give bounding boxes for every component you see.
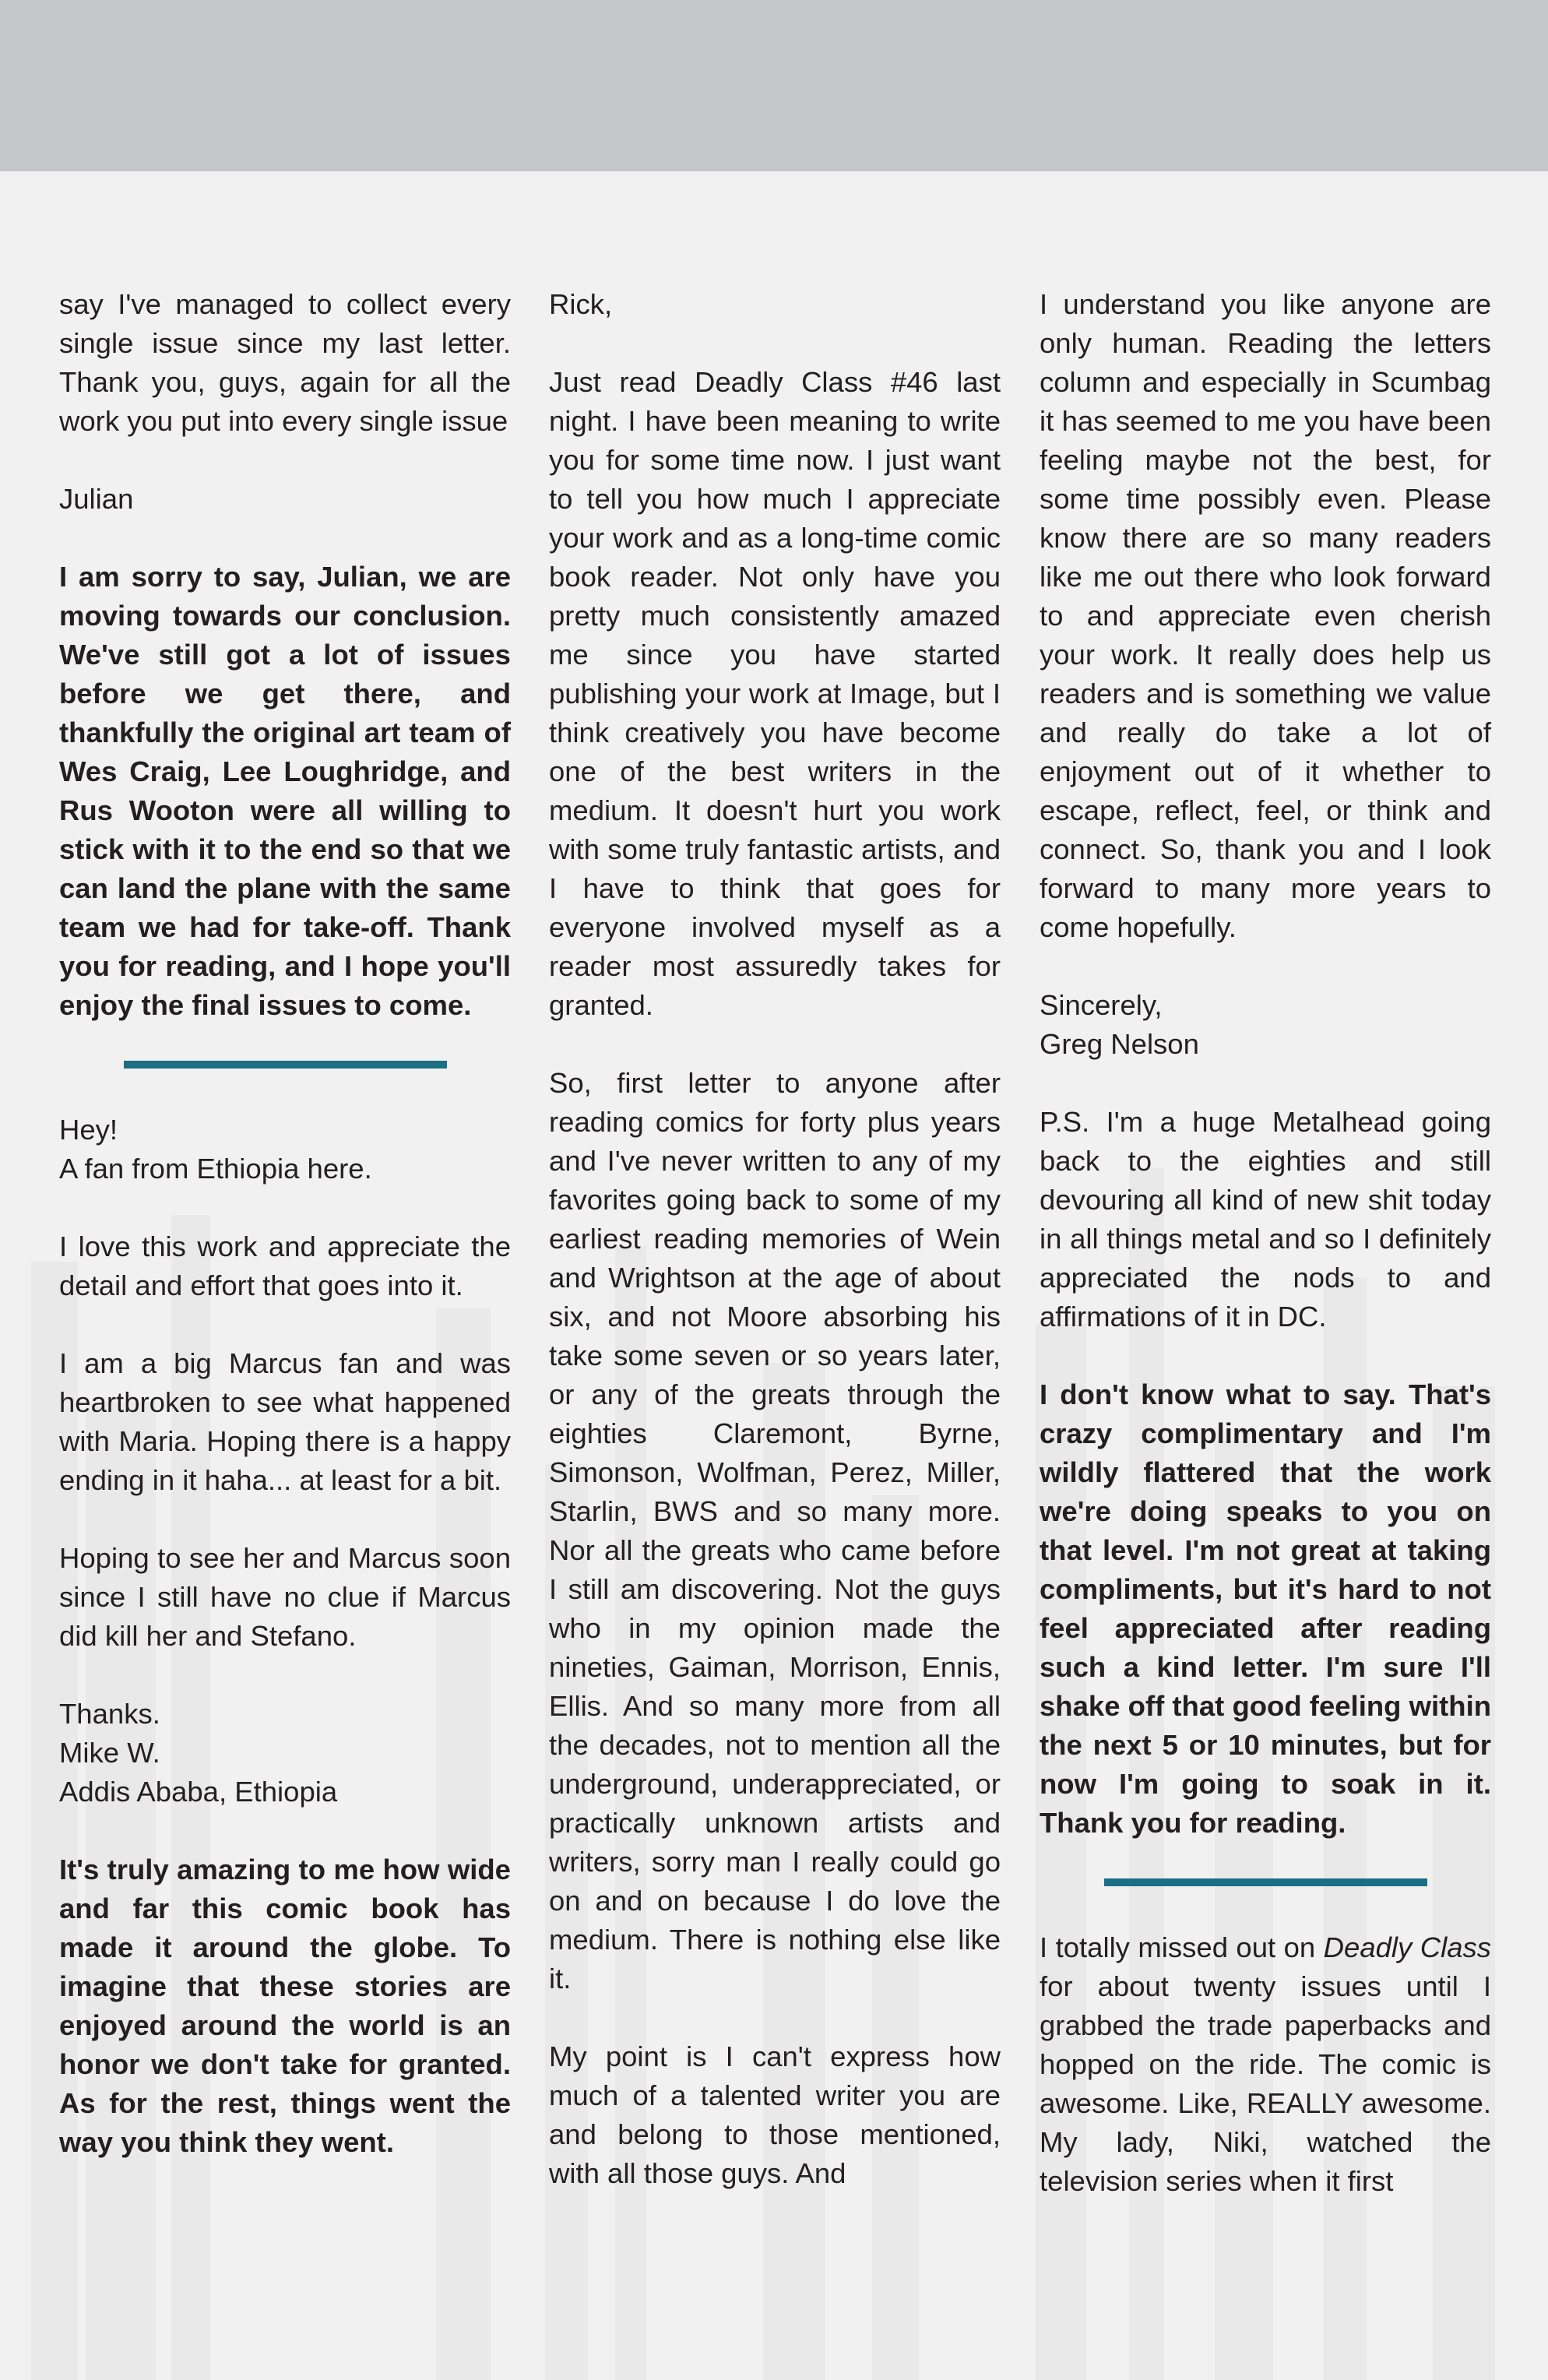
letter-column-2 bbox=[549, 285, 1001, 2193]
letter-lines: Sincerely, Greg Nelson bbox=[1040, 989, 1199, 1060]
section-divider bbox=[124, 1061, 447, 1069]
editor-reply: It's truly amazing to me how wide and far this comic book has made it around the globe. To imagine that these stories are enjoyed around the world is an honor we don't take for granted. As for the rest, things went the way you think they went. bbox=[59, 1854, 511, 2158]
letter-lines: Rick, bbox=[549, 288, 613, 320]
section-divider bbox=[1104, 1878, 1427, 1886]
letter-paragraph: So, first letter to anyone after reading comics for forty plus years and I've never written to any of my favorites going back to some of my earliest reading memories of Wein and Wrightson at the age of about six, and not Moore absorbing his take some seven or so years later, or any of the greats through the eighties Claremont, Byrne, Simonson, Wolfman, Perez, Miller, Starlin, BWS and so many more. Nor all the greats who came before I still am discovering. Not the guys who in my opinion made the nineties, Gaiman, Morrison, Ennis, Ellis. And so many more from all the decades, not to mention all the underground, underappreciated, or practically unknown artists and writers, sorry man I really could go on and on because I do love the medium. There is nothing else like it. bbox=[549, 1067, 1001, 1994]
letter-paragraph: Hoping to see her and Marcus soon since I still have no clue if Marcus did kill her and Stefano. bbox=[59, 1542, 511, 1652]
editor-reply: I am sorry to say, Julian, we are moving towards our conclusion. We've still got a lot of issues before we get there, and thankfully the original art team of Wes Craig, Lee Loughridge, and Rus Wooton were all willing to stick with it to the end so that we can land the plane with the same team we had for take-off. Thank you for reading, and I hope you'll enjoy the final issues to come. bbox=[59, 561, 511, 1021]
letter-paragraph: I am a big Marcus fan and was heartbroken to see what happened with Maria. Hoping there is a happy ending in it haha... at least for a bit. bbox=[59, 1347, 511, 1496]
letter-paragraph: say I've managed to collect every single issue since my last letter. Thank you, guys, again for all the work you put into every single issue bbox=[59, 288, 511, 437]
header-band bbox=[0, 0, 1548, 171]
letter-paragraph: Just read Deadly Class #46 last night. I have been meaning to write you for some time now. I just want to tell you how much I appreciate your work and as a long-time comic book reader. Not only have you pretty much consistently amazed me since you have started publishing your work at Image, but I think creatively you have become one of the best writers in the medium. It doesn't hurt you work with some truly fantastic artists, and I have to think that goes for everyone involved myself as a reader most assuredly takes for granted. bbox=[549, 366, 1001, 1021]
letter-lines: Hey! A fan from Ethiopia here. bbox=[59, 1114, 372, 1185]
letter-paragraph: My point is I can't express how much of a talented writer you are and belong to those mentioned, with all those guys. And bbox=[549, 2040, 1001, 2189]
letter-column-3 bbox=[1040, 285, 1491, 2201]
letter-paragraph: I love this work and appreciate the detail and effort that goes into it. bbox=[59, 1230, 511, 1301]
letter-lines: Julian bbox=[59, 483, 134, 515]
letter-column-1 bbox=[59, 285, 511, 2162]
letter-lines: Thanks. Mike W. Addis Ababa, Ethiopia bbox=[59, 1698, 338, 1808]
editor-reply: I don't know what to say. That's crazy complimentary and I'm wildly flattered that the work we're doing speaks to you on that level. I'm not great at taking compliments, but it's hard to not feel appreciated after reading such a kind letter. I'm sure I'll shake off that good feeling within the next 5 or 10 minutes, but for now I'm going to soak in it. Thank you for reading. bbox=[1040, 1378, 1491, 1839]
letter-paragraph: P.S. I'm a huge Metalhead going back to the eighties and still devouring all kind of new shit today in all things metal and so I definitely appreciated the nods to and affirmations of it in DC. bbox=[1040, 1106, 1491, 1333]
comic-title: Deadly Class bbox=[1323, 1931, 1491, 1963]
letter-paragraph: I understand you like anyone are only human. Reading the letters column and especially in Scumbag it has seemed to me you have been feeling maybe not the best, for some time possibly even. Please know there are so many readers like me out there who look forward to and appreciate even cherish your work. It really does help us readers and is something we value and really do take a lot of enjoyment out of it whether to escape, reflect, feel, or think and connect. So, thank you and I look forward to many more years to come hopefully. bbox=[1040, 288, 1491, 943]
letter-paragraph: I totally missed out on Deadly Class for about twenty issues until I grabbed the trade paperbacks and hopped on the ride. The comic is awesome. Like, REALLY awesome. My lady, Niki, watched the television series when it first bbox=[1040, 1931, 1491, 2197]
